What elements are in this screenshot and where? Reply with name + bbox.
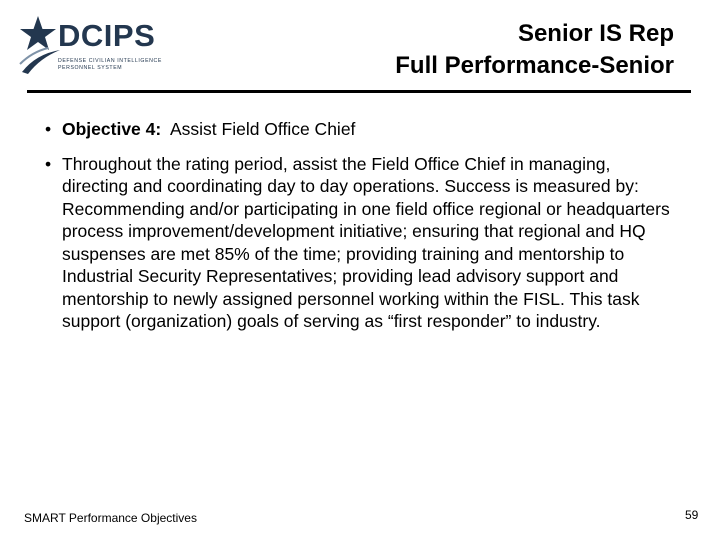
logo-subtitle-line1: DEFENSE CIVILIAN INTELLIGENCE <box>58 58 162 64</box>
bullet-marker: • <box>45 119 52 139</box>
bullet-objective <box>45 118 675 141</box>
bullet-marker: • <box>45 153 52 174</box>
objective-text: Assist Field Office Chief <box>161 119 356 139</box>
footer-label: SMART Performance Objectives <box>24 511 197 525</box>
title-line-2: Full Performance-Senior <box>395 52 674 79</box>
objective-label: Objective 4: <box>62 119 162 139</box>
bullet-description <box>45 153 675 333</box>
dcips-logo <box>18 14 170 78</box>
description-text: Throughout the rating period, assist the Field Office Chief in managing, directing and coordinating day to day operations. Success is measured by: Recommending and/or participating in one field office regional or headquarters process improvement/development initiative; ensuring that regional and HQ suspenses are met 85% of the time; providing training and mentorship to Industrial Security Representatives; providing lead advisory support and mentorship to newly assigned personnel working within the FISL. This task support (organization) goals of serving as “first responder” to industry. <box>62 153 670 331</box>
page-number: 59 <box>685 508 699 522</box>
logo-subtitle-line2: PERSONNEL SYSTEM <box>58 65 123 71</box>
star-swoosh-icon <box>18 14 62 78</box>
logo-wordmark: DCIPS <box>58 18 156 53</box>
title-line-1: Senior IS Rep <box>517 20 674 47</box>
slide-body <box>45 118 675 345</box>
title-divider <box>27 90 691 93</box>
slide-title <box>395 18 674 82</box>
